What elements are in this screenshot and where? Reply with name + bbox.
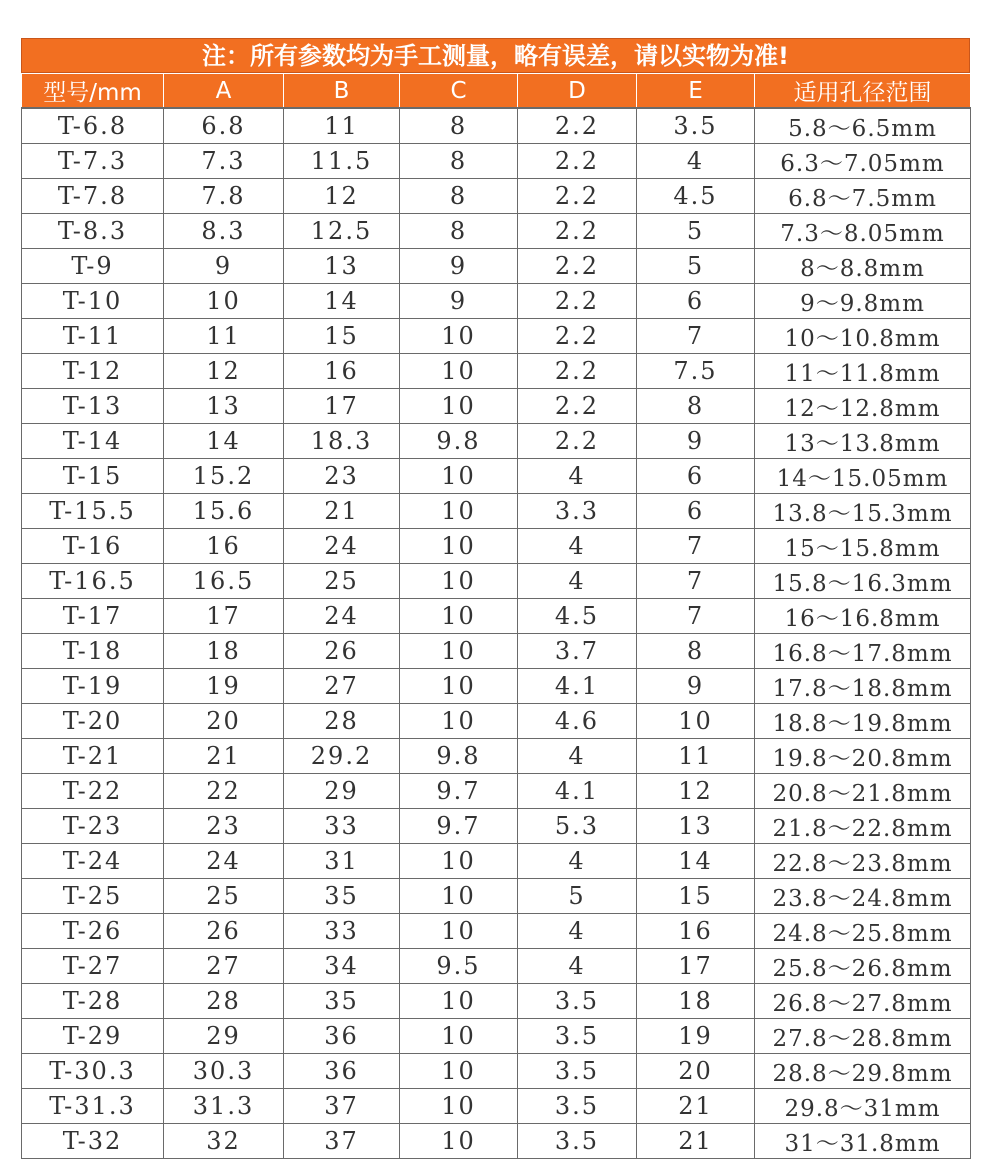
cell-b: 23 — [284, 459, 400, 494]
cell-a: 19 — [164, 669, 284, 704]
cell-hole-range: 13.8～15.3mm — [755, 494, 971, 529]
cell-model: T-9 — [22, 249, 164, 284]
cell-e: 9 — [637, 424, 755, 459]
table-row — [22, 599, 971, 634]
cell-model: T-26 — [22, 914, 164, 949]
cell-hole-range: 13～13.8mm — [755, 424, 971, 459]
cell-e: 4 — [637, 144, 755, 179]
table-row — [22, 494, 971, 529]
header-d: D — [518, 74, 637, 109]
cell-b: 35 — [284, 984, 400, 1019]
cell-model: T-27 — [22, 949, 164, 984]
cell-a: 20 — [164, 704, 284, 739]
cell-b: 34 — [284, 949, 400, 984]
cell-model: T-12 — [22, 354, 164, 389]
cell-a: 28 — [164, 984, 284, 1019]
cell-model: T-25 — [22, 879, 164, 914]
header-row — [22, 74, 971, 109]
cell-c: 9.7 — [400, 809, 518, 844]
cell-a: 11 — [164, 319, 284, 354]
cell-hole-range: 10～10.8mm — [755, 319, 971, 354]
cell-c: 10 — [400, 1054, 518, 1089]
cell-b: 18.3 — [284, 424, 400, 459]
cell-hole-range: 22.8～23.8mm — [755, 844, 971, 879]
cell-e: 16 — [637, 914, 755, 949]
cell-a: 6.8 — [164, 108, 284, 144]
cell-d: 4 — [518, 844, 637, 879]
cell-b: 11 — [284, 108, 400, 144]
table-row — [22, 879, 971, 914]
cell-d: 2.2 — [518, 144, 637, 179]
cell-d: 5.3 — [518, 809, 637, 844]
cell-hole-range: 19.8～20.8mm — [755, 739, 971, 774]
cell-d: 5 — [518, 879, 637, 914]
cell-b: 26 — [284, 634, 400, 669]
table-row — [22, 564, 971, 599]
cell-c: 8 — [400, 144, 518, 179]
cell-hole-range: 23.8～24.8mm — [755, 879, 971, 914]
table-row — [22, 214, 971, 249]
cell-c: 10 — [400, 1124, 518, 1159]
cell-hole-range: 12～12.8mm — [755, 389, 971, 424]
cell-a: 31.3 — [164, 1089, 284, 1124]
cell-a: 14 — [164, 424, 284, 459]
table-row — [22, 249, 971, 284]
cell-e: 5 — [637, 249, 755, 284]
cell-b: 16 — [284, 354, 400, 389]
cell-e: 8 — [637, 634, 755, 669]
table-body — [22, 108, 971, 1159]
cell-a: 32 — [164, 1124, 284, 1159]
cell-b: 14 — [284, 284, 400, 319]
cell-b: 33 — [284, 809, 400, 844]
cell-c: 10 — [400, 389, 518, 424]
cell-e: 3.5 — [637, 108, 755, 144]
cell-b: 37 — [284, 1089, 400, 1124]
cell-e: 5 — [637, 214, 755, 249]
cell-hole-range: 21.8～22.8mm — [755, 809, 971, 844]
table-row — [22, 389, 971, 424]
cell-d: 2.2 — [518, 108, 637, 144]
cell-a: 23 — [164, 809, 284, 844]
cell-hole-range: 14～15.05mm — [755, 459, 971, 494]
cell-model: T-15.5 — [22, 494, 164, 529]
table-row — [22, 1124, 971, 1159]
cell-a: 8.3 — [164, 214, 284, 249]
cell-d: 2.2 — [518, 249, 637, 284]
cell-c: 9 — [400, 249, 518, 284]
cell-b: 24 — [284, 599, 400, 634]
cell-e: 12 — [637, 774, 755, 809]
cell-c: 10 — [400, 354, 518, 389]
cell-hole-range: 8～8.8mm — [755, 249, 971, 284]
cell-a: 24 — [164, 844, 284, 879]
cell-e: 7 — [637, 319, 755, 354]
cell-c: 10 — [400, 564, 518, 599]
cell-c: 8 — [400, 214, 518, 249]
cell-e: 17 — [637, 949, 755, 984]
cell-e: 4.5 — [637, 179, 755, 214]
cell-hole-range: 26.8～27.8mm — [755, 984, 971, 1019]
table-row — [22, 949, 971, 984]
cell-a: 7.8 — [164, 179, 284, 214]
cell-model: T-31.3 — [22, 1089, 164, 1124]
cell-hole-range: 6.3～7.05mm — [755, 144, 971, 179]
cell-a: 12 — [164, 354, 284, 389]
cell-model: T-16.5 — [22, 564, 164, 599]
table-row — [22, 1089, 971, 1124]
cell-c: 9.8 — [400, 739, 518, 774]
cell-model: T-13 — [22, 389, 164, 424]
table-row — [22, 284, 971, 319]
table-row — [22, 354, 971, 389]
cell-c: 9 — [400, 284, 518, 319]
header-hole-range: 适用孔径范围 — [755, 74, 971, 109]
cell-e: 21 — [637, 1089, 755, 1124]
cell-e: 11 — [637, 739, 755, 774]
cell-d: 4 — [518, 949, 637, 984]
cell-b: 35 — [284, 879, 400, 914]
cell-d: 2.2 — [518, 179, 637, 214]
cell-hole-range: 17.8～18.8mm — [755, 669, 971, 704]
cell-hole-range: 31～31.8mm — [755, 1124, 971, 1159]
cell-d: 3.5 — [518, 984, 637, 1019]
cell-c: 10 — [400, 844, 518, 879]
table-row — [22, 1019, 971, 1054]
cell-e: 13 — [637, 809, 755, 844]
cell-model: T-7.3 — [22, 144, 164, 179]
cell-d: 4.5 — [518, 599, 637, 634]
cell-hole-range: 6.8～7.5mm — [755, 179, 971, 214]
cell-model: T-11 — [22, 319, 164, 354]
cell-e: 7 — [637, 564, 755, 599]
cell-model: T-6.8 — [22, 108, 164, 144]
cell-hole-range: 9～9.8mm — [755, 284, 971, 319]
cell-d: 2.2 — [518, 354, 637, 389]
cell-e: 19 — [637, 1019, 755, 1054]
table-row — [22, 809, 971, 844]
cell-b: 27 — [284, 669, 400, 704]
cell-c: 8 — [400, 108, 518, 144]
cell-b: 36 — [284, 1019, 400, 1054]
cell-model: T-22 — [22, 774, 164, 809]
cell-d: 3.3 — [518, 494, 637, 529]
cell-b: 17 — [284, 389, 400, 424]
cell-e: 10 — [637, 704, 755, 739]
table-row — [22, 914, 971, 949]
cell-d: 2.2 — [518, 389, 637, 424]
cell-model: T-23 — [22, 809, 164, 844]
cell-model: T-24 — [22, 844, 164, 879]
cell-c: 10 — [400, 1019, 518, 1054]
cell-b: 36 — [284, 1054, 400, 1089]
table-row — [22, 529, 971, 564]
cell-d: 3.5 — [518, 1019, 637, 1054]
cell-d: 4 — [518, 459, 637, 494]
cell-a: 15.6 — [164, 494, 284, 529]
cell-c: 10 — [400, 494, 518, 529]
cell-a: 21 — [164, 739, 284, 774]
cell-d: 2.2 — [518, 319, 637, 354]
cell-model: T-14 — [22, 424, 164, 459]
header-a: A — [164, 74, 284, 109]
table-row — [22, 774, 971, 809]
cell-a: 25 — [164, 879, 284, 914]
cell-d: 4.1 — [518, 669, 637, 704]
cell-d: 4 — [518, 914, 637, 949]
cell-d: 2.2 — [518, 284, 637, 319]
cell-d: 3.5 — [518, 1124, 637, 1159]
table-row — [22, 108, 971, 144]
cell-model: T-16 — [22, 529, 164, 564]
cell-c: 10 — [400, 1089, 518, 1124]
cell-d: 3.5 — [518, 1089, 637, 1124]
cell-model: T-21 — [22, 739, 164, 774]
cell-hole-range: 25.8～26.8mm — [755, 949, 971, 984]
cell-c: 10 — [400, 459, 518, 494]
cell-hole-range: 15.8～16.3mm — [755, 564, 971, 599]
table-row — [22, 634, 971, 669]
table-row — [22, 739, 971, 774]
cell-hole-range: 18.8～19.8mm — [755, 704, 971, 739]
table-row — [22, 669, 971, 704]
cell-e: 9 — [637, 669, 755, 704]
cell-a: 16.5 — [164, 564, 284, 599]
cell-a: 30.3 — [164, 1054, 284, 1089]
measurement-notice: 注：所有参数均为手工测量，略有误差，请以实物为准! — [21, 38, 970, 73]
cell-hole-range: 20.8～21.8mm — [755, 774, 971, 809]
cell-e: 21 — [637, 1124, 755, 1159]
cell-hole-range: 16～16.8mm — [755, 599, 971, 634]
cell-b: 13 — [284, 249, 400, 284]
cell-b: 25 — [284, 564, 400, 599]
cell-a: 7.3 — [164, 144, 284, 179]
cell-a: 26 — [164, 914, 284, 949]
cell-e: 7.5 — [637, 354, 755, 389]
cell-c: 9.5 — [400, 949, 518, 984]
cell-e: 7 — [637, 529, 755, 564]
cell-model: T-18 — [22, 634, 164, 669]
cell-e: 6 — [637, 284, 755, 319]
cell-model: T-20 — [22, 704, 164, 739]
cell-c: 9.7 — [400, 774, 518, 809]
cell-hole-range: 24.8～25.8mm — [755, 914, 971, 949]
cell-hole-range: 27.8～28.8mm — [755, 1019, 971, 1054]
table-row — [22, 144, 971, 179]
cell-b: 28 — [284, 704, 400, 739]
header-model: 型号/mm — [22, 74, 164, 109]
cell-d: 3.7 — [518, 634, 637, 669]
table-header — [22, 74, 971, 109]
cell-a: 10 — [164, 284, 284, 319]
cell-e: 6 — [637, 459, 755, 494]
cell-e: 8 — [637, 389, 755, 424]
cell-b: 21 — [284, 494, 400, 529]
cell-b: 12 — [284, 179, 400, 214]
cell-d: 4.1 — [518, 774, 637, 809]
cell-d: 3.5 — [518, 1054, 637, 1089]
table-row — [22, 424, 971, 459]
cell-hole-range: 15～15.8mm — [755, 529, 971, 564]
cell-a: 17 — [164, 599, 284, 634]
cell-hole-range: 28.8～29.8mm — [755, 1054, 971, 1089]
cell-e: 20 — [637, 1054, 755, 1089]
cell-c: 10 — [400, 704, 518, 739]
cell-model: T-30.3 — [22, 1054, 164, 1089]
header-e: E — [637, 74, 755, 109]
cell-e: 7 — [637, 599, 755, 634]
cell-d: 2.2 — [518, 214, 637, 249]
cell-c: 10 — [400, 669, 518, 704]
cell-d: 4 — [518, 564, 637, 599]
cell-a: 29 — [164, 1019, 284, 1054]
cell-b: 29 — [284, 774, 400, 809]
table-row — [22, 459, 971, 494]
cell-a: 15.2 — [164, 459, 284, 494]
cell-d: 4 — [518, 739, 637, 774]
cell-c: 10 — [400, 634, 518, 669]
cell-a: 22 — [164, 774, 284, 809]
header-b: B — [284, 74, 400, 109]
cell-a: 16 — [164, 529, 284, 564]
cell-c: 10 — [400, 529, 518, 564]
cell-b: 33 — [284, 914, 400, 949]
cell-hole-range: 5.8～6.5mm — [755, 108, 971, 144]
table-row — [22, 984, 971, 1019]
cell-model: T-10 — [22, 284, 164, 319]
table-row — [22, 844, 971, 879]
cell-d: 4.6 — [518, 704, 637, 739]
cell-model: T-19 — [22, 669, 164, 704]
cell-b: 12.5 — [284, 214, 400, 249]
cell-d: 2.2 — [518, 424, 637, 459]
cell-hole-range: 29.8～31mm — [755, 1089, 971, 1124]
cell-c: 10 — [400, 319, 518, 354]
cell-e: 18 — [637, 984, 755, 1019]
cell-model: T-28 — [22, 984, 164, 1019]
cell-b: 31 — [284, 844, 400, 879]
cell-hole-range: 7.3～8.05mm — [755, 214, 971, 249]
cell-model: T-7.8 — [22, 179, 164, 214]
cell-a: 9 — [164, 249, 284, 284]
cell-model: T-15 — [22, 459, 164, 494]
cell-c: 10 — [400, 879, 518, 914]
cell-e: 15 — [637, 879, 755, 914]
cell-c: 8 — [400, 179, 518, 214]
cell-a: 27 — [164, 949, 284, 984]
cell-b: 29.2 — [284, 739, 400, 774]
cell-model: T-29 — [22, 1019, 164, 1054]
cell-d: 4 — [518, 529, 637, 564]
cell-c: 10 — [400, 599, 518, 634]
cell-a: 18 — [164, 634, 284, 669]
cell-hole-range: 16.8～17.8mm — [755, 634, 971, 669]
table-row — [22, 179, 971, 214]
cell-b: 11.5 — [284, 144, 400, 179]
cell-c: 10 — [400, 984, 518, 1019]
cell-model: T-8.3 — [22, 214, 164, 249]
table-row — [22, 1054, 971, 1089]
header-c: C — [400, 74, 518, 109]
spec-sheet — [21, 38, 970, 1159]
cell-hole-range: 11～11.8mm — [755, 354, 971, 389]
cell-b: 24 — [284, 529, 400, 564]
spec-table — [21, 73, 971, 1159]
cell-b: 15 — [284, 319, 400, 354]
cell-a: 13 — [164, 389, 284, 424]
cell-b: 37 — [284, 1124, 400, 1159]
cell-e: 6 — [637, 494, 755, 529]
cell-c: 9.8 — [400, 424, 518, 459]
table-row — [22, 704, 971, 739]
table-row — [22, 319, 971, 354]
cell-c: 10 — [400, 914, 518, 949]
cell-e: 14 — [637, 844, 755, 879]
cell-model: T-32 — [22, 1124, 164, 1159]
cell-model: T-17 — [22, 599, 164, 634]
